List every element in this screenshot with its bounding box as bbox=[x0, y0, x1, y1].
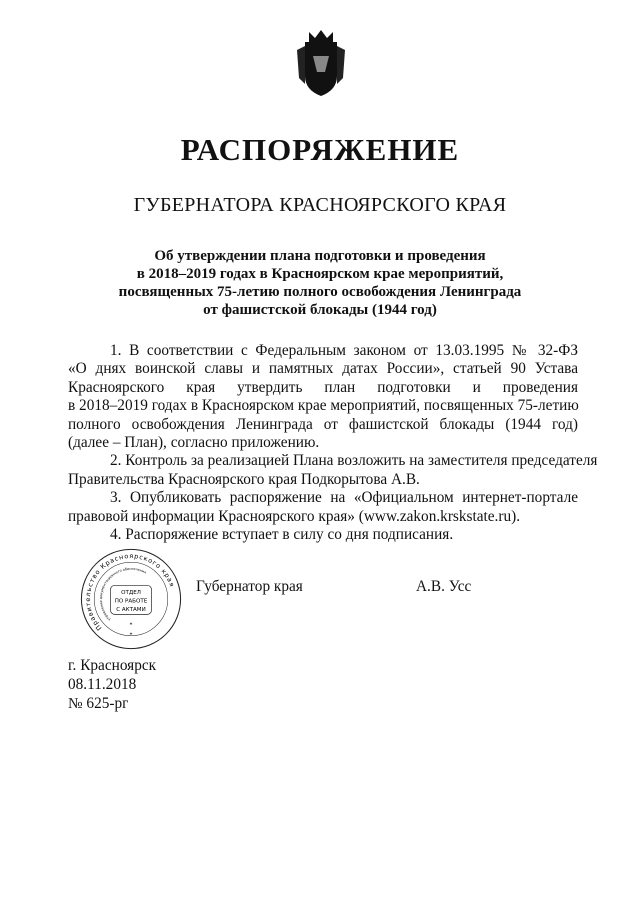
body-line: правовой информации Красноярского края» (www.zakon.krskstate.ru). bbox=[68, 507, 521, 525]
signature-name: А.В. Усс bbox=[416, 578, 472, 595]
svg-text:Правительство Красноярского кр: Правительство Красноярского края bbox=[83, 552, 177, 633]
heading-line: посвященных 75-летию полного освобождения Ленинграда bbox=[118, 284, 522, 300]
heading-line: в 2018–2019 годах в Красноярском крае мероприятий, bbox=[136, 266, 504, 282]
document-footer bbox=[68, 656, 156, 713]
heading-line: Об утверждении плана подготовки и проведения bbox=[154, 248, 486, 264]
signature-role: Губернатор края bbox=[196, 578, 303, 595]
body-line: в 2018–2019 годах в Красноярском крае мероприятий, посвященных 75-летию bbox=[68, 397, 579, 415]
heading-line: от фашистской блокады (1944 год) bbox=[203, 302, 437, 318]
body-line: 2. Контроль за реализацией Плана возложить на заместителя председателя bbox=[110, 452, 598, 470]
body-line: «О днях воинской славы и памятных датах России», статьей 90 Устава bbox=[68, 360, 578, 378]
svg-text:*: * bbox=[129, 632, 133, 639]
body-line: 4. Распоряжение вступает в силу со дня подписания. bbox=[110, 526, 454, 544]
body-line: Красноярского края утвердить план подготовки и проведения bbox=[68, 378, 578, 396]
body-line: Правительства Красноярского края Подкорытова А.В. bbox=[68, 470, 420, 488]
document-place: г. Красноярск bbox=[68, 657, 157, 674]
document-date: 08.11.2018 bbox=[68, 676, 137, 693]
svg-text:*: * bbox=[129, 622, 133, 629]
official-stamp bbox=[76, 546, 186, 652]
document-number: № 625-рг bbox=[68, 695, 129, 712]
svg-text:управление документационного о: управление документационного обеспечения bbox=[98, 566, 147, 622]
document-heading bbox=[0, 247, 640, 319]
svg-text:ПО РАБОТЕ: ПО РАБОТЕ bbox=[114, 598, 148, 605]
svg-text:ОТДЕЛ: ОТДЕЛ bbox=[121, 589, 141, 596]
body-line: полного освобождения Ленинграда от фашистской блокады (1944 год) bbox=[68, 415, 578, 433]
coat-of-arms-emblem bbox=[295, 28, 347, 100]
body-line: (далее – План), согласно приложению. bbox=[68, 434, 320, 452]
document-title: РАСПОРЯЖЕНИЕ bbox=[180, 132, 460, 167]
document-subtitle: ГУБЕРНАТОРА КРАСНОЯРСКОГО КРАЯ bbox=[133, 194, 507, 216]
body-line: 3. Опубликовать распоряжение на «Официальном интернет-портале bbox=[110, 489, 578, 507]
document-body bbox=[68, 342, 598, 544]
svg-text:С АКТАМИ: С АКТАМИ bbox=[116, 606, 146, 613]
body-line: 1. В соответствии с Федеральным законом от 13.03.1995 № 32-ФЗ bbox=[110, 342, 578, 359]
